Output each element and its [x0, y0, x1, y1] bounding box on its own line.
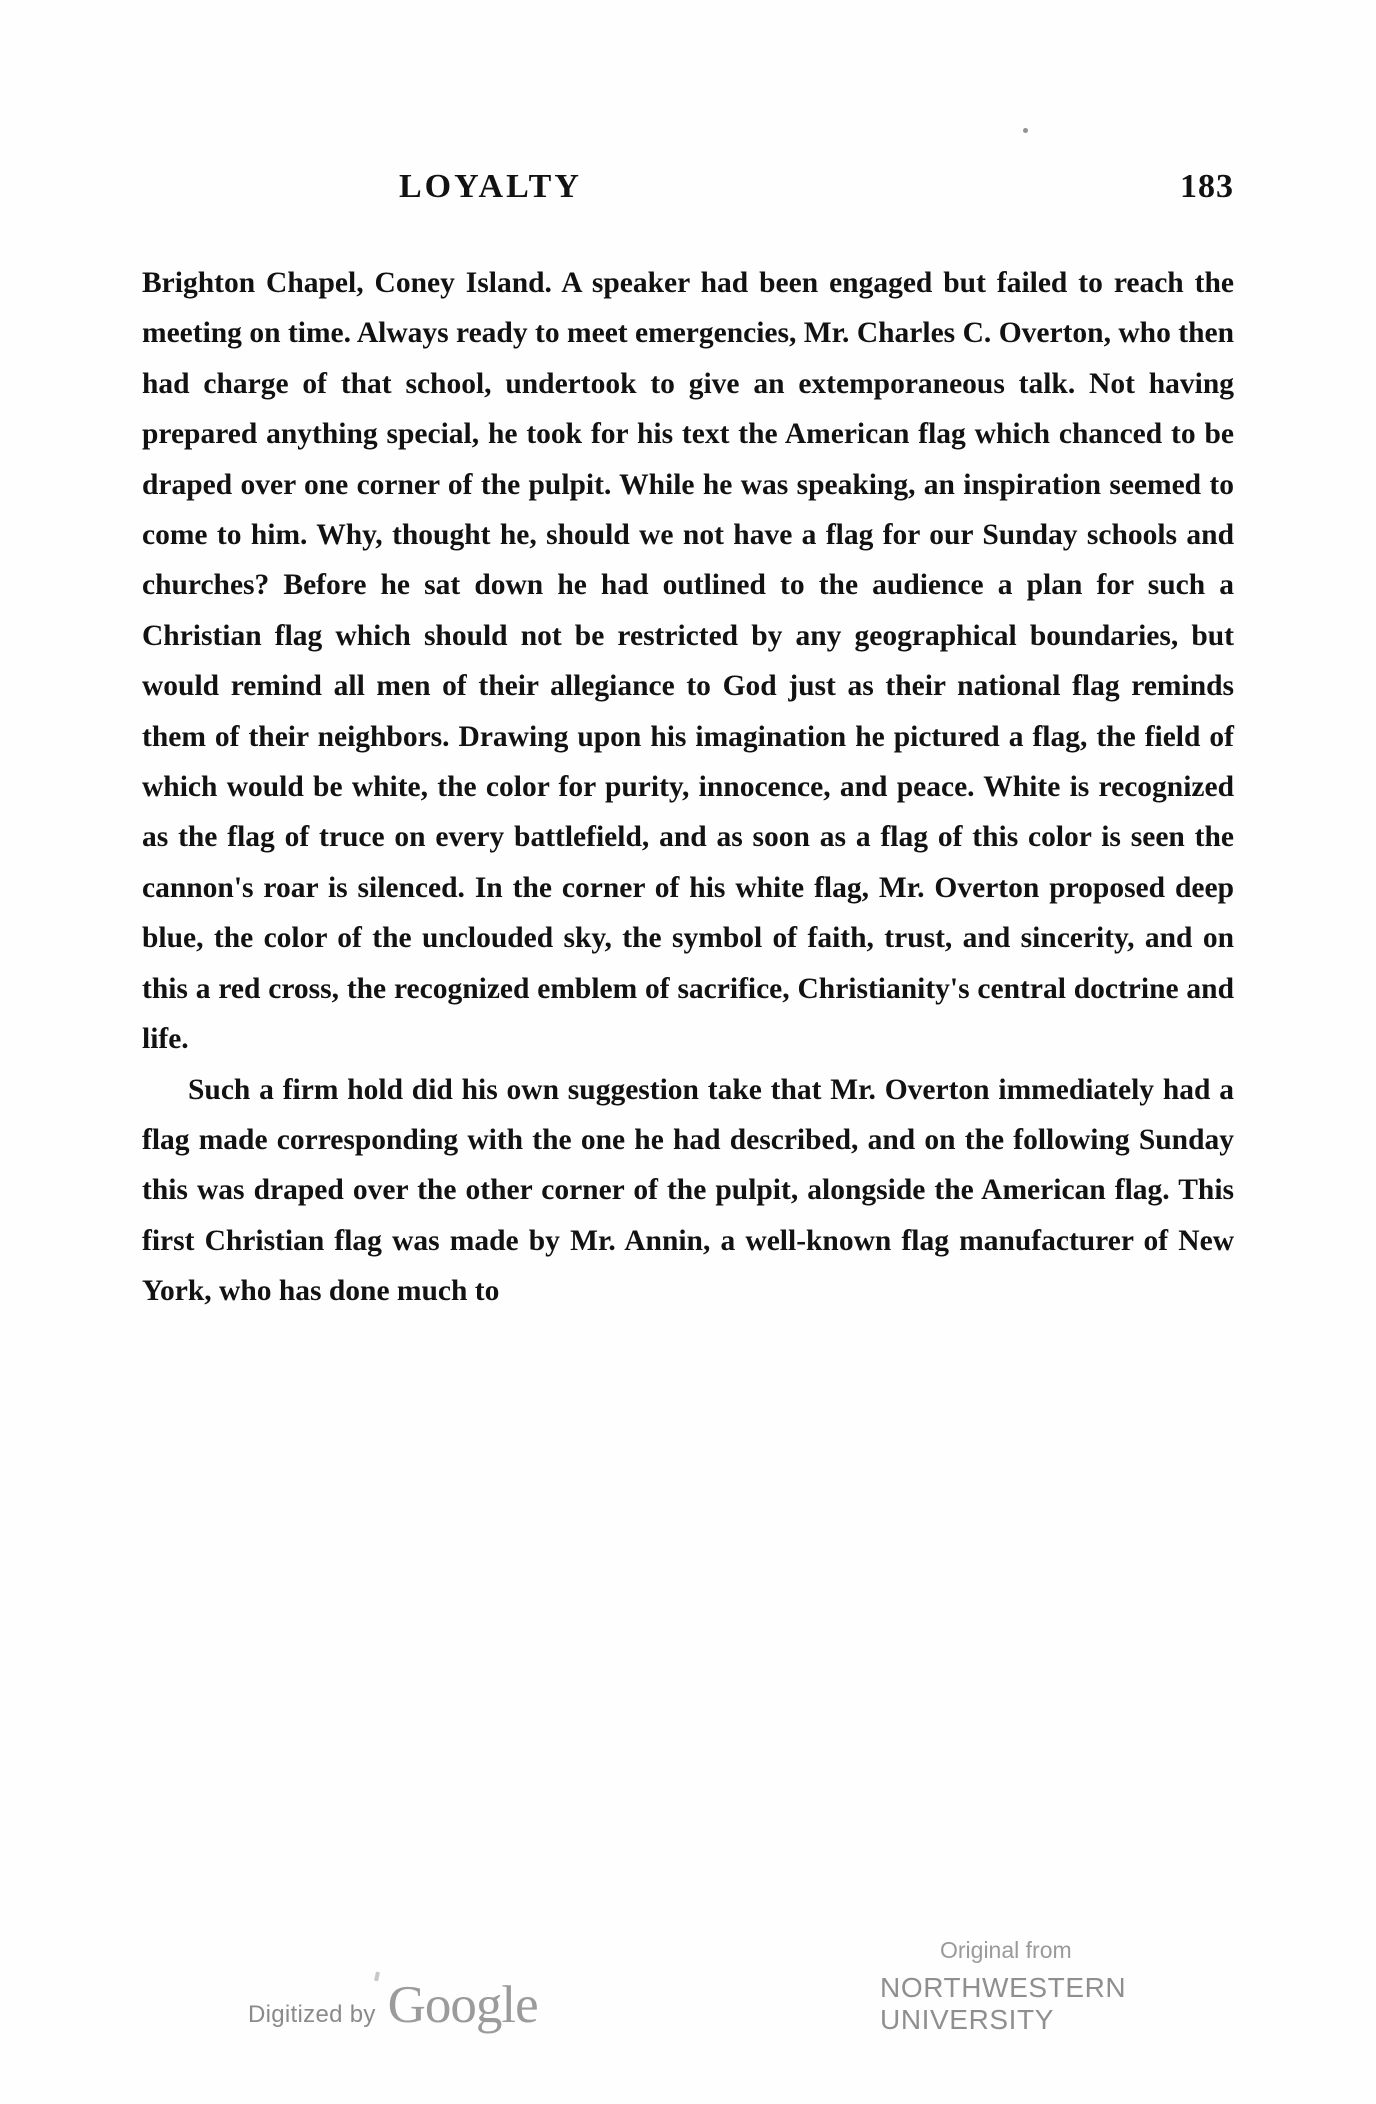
running-head: [144, 168, 1234, 206]
original-from-stamp: [880, 1937, 1300, 2036]
scan-speck: [1023, 128, 1028, 133]
original-from-label: Original from: [940, 1937, 1072, 1963]
institution-name: NORTHWESTERN UNIVERSITY: [880, 1972, 1127, 2035]
page-body: [142, 258, 1234, 1317]
page-number: 183: [1180, 168, 1234, 205]
digitization-footer: [0, 1937, 1376, 2046]
google-wordmark: Google: [387, 1976, 538, 2034]
digitized-by-label: Digitized by: [248, 2001, 376, 2028]
paragraph: Such a firm hold did his own suggestion take that Mr. Overton immediately had a flag made corresponding with the one he had described, and on the following Sunday this was draped over the other corner of the pulpit, alongside the American flag. This first Christian flag was made by Mr. Annin, a well-known flag manufacturer of New York, who has done much to: [142, 1073, 1234, 1308]
paragraph: Brighton Chapel, Coney Island. A speaker had been engaged but failed to reach the meeting on time. Always ready to meet emergencies, Mr. Charles C. Overton, who then had charge of that school, undertook to give an extemporaneous talk. Not having prepared anything special, he took for his text the American flag which chanced to be draped over one corner of the pulpit. While he was speaking, an inspiration seemed to come to him. Why, thought he, should we not have a flag for our Sunday schools and churches? Before he sat down he had outlined to the audience a plan for such a Christian flag which should not be restricted by any geographical boundaries, but would remind all men of their allegiance to God just as their national flag reminds them of their neighbors. Drawing upon his imagination he pictured a flag, the field of which would be white, the color for purity, innocence, and peace. White is recognized as the flag of truce on every battlefield, and as soon as a flag of this color is seen the cannon's roar is silenced. In the corner of his white flag, Mr. Overton proposed deep blue, the color of the unclouded sky, the symbol of faith, trust, and sincerity, and on this a red cross, the recognized emblem of sacrifice, Christianity's central doctrine and life.: [142, 267, 1234, 1056]
digitized-by-stamp: [248, 1976, 538, 2034]
page-title: LOYALTY: [399, 168, 582, 205]
